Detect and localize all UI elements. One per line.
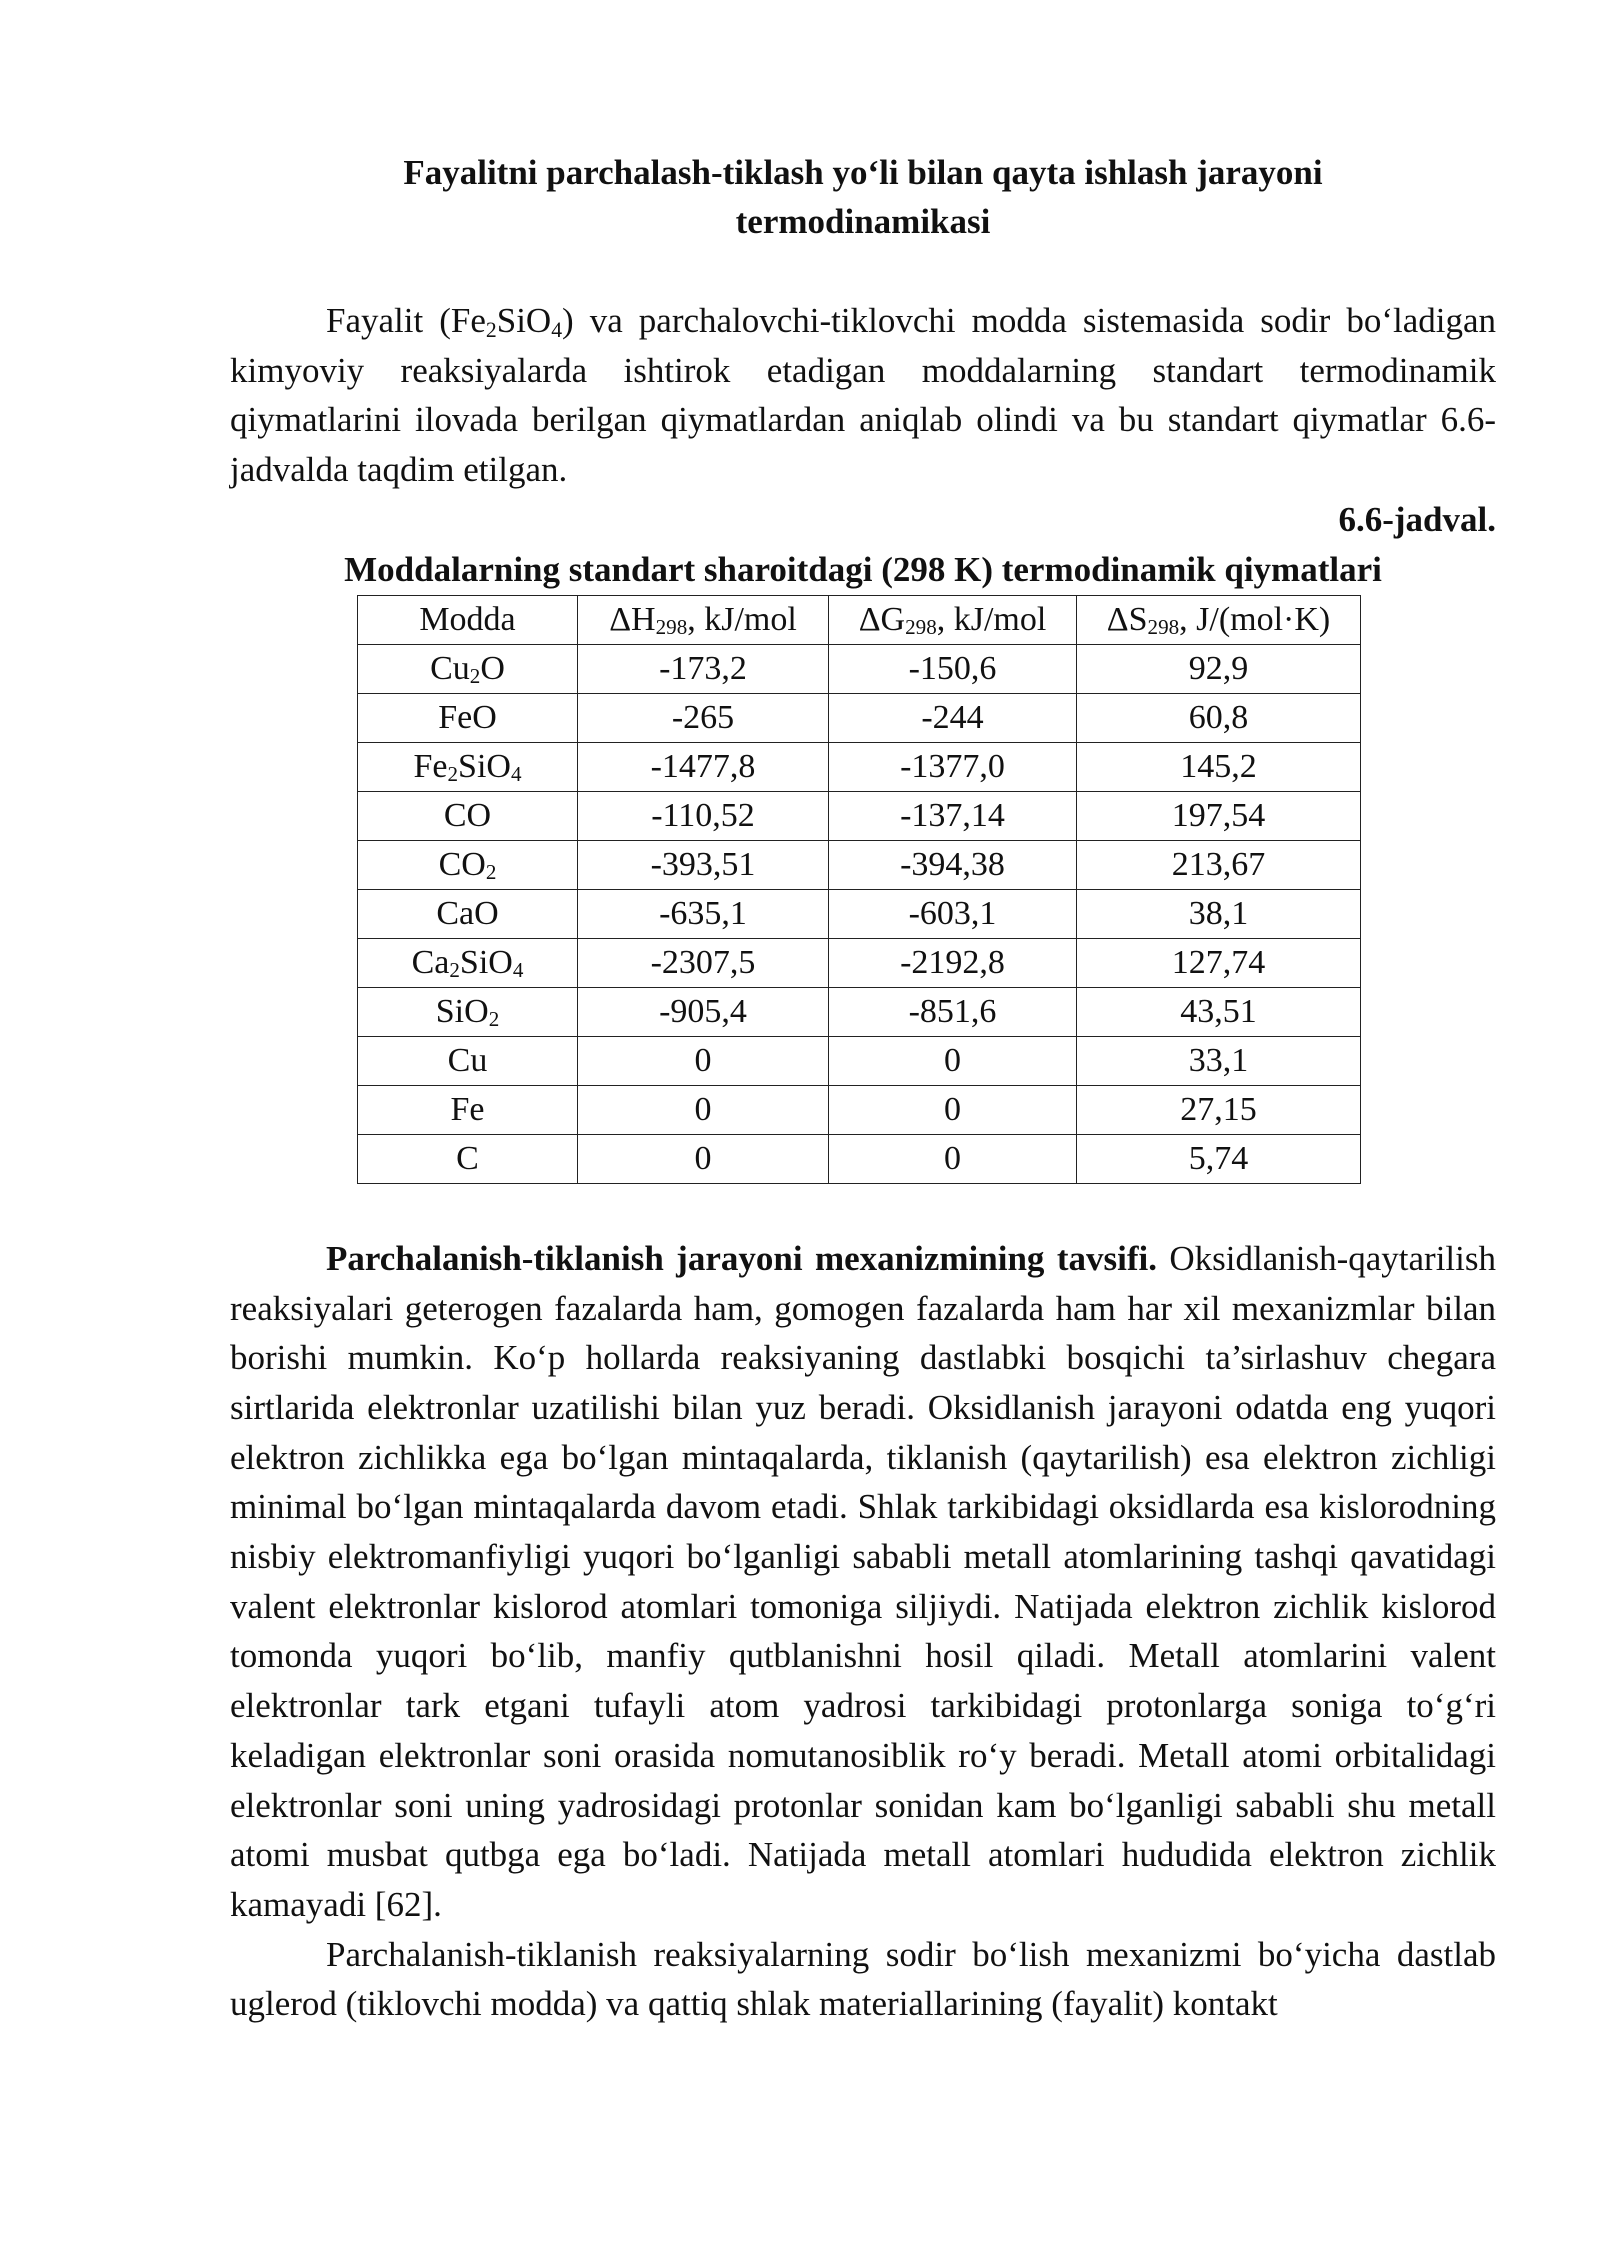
last-paragraph: Parchalanish-tiklanish reaksiyalarning sodir bo‘lish mexanizmi bo‘yicha dastlab uglerod (tiklovchi modda) va qattiq shlak materiallarining (fayalit) kontakt (230, 1934, 1496, 2024)
table-row (358, 791, 1361, 840)
cell-substance: SiO$_2$ (358, 987, 578, 1036)
cell-substance: C (358, 1134, 578, 1183)
table-row (358, 1085, 1361, 1134)
cell-substance: $Fe_2SiO_4$ (358, 742, 578, 791)
table-body (358, 644, 1361, 1183)
table-row (358, 693, 1361, 742)
page-title (230, 148, 1496, 246)
cell-entropy: 60,8 (1077, 693, 1361, 742)
cell-gibbs: -2192,8 (829, 938, 1077, 987)
cell-substance: FeO (358, 693, 578, 742)
cell-substance: Cu (358, 1036, 578, 1085)
cell-substance: CaO (358, 889, 578, 938)
cell-enthalpy: 0 (578, 1085, 829, 1134)
cell-gibbs: -137,14 (829, 791, 1077, 840)
table-row (358, 644, 1361, 693)
cell-enthalpy: -1477,8 (578, 742, 829, 791)
table-header-row (358, 595, 1361, 644)
header-cell-gibbs: $\Delta G_{298}$, kJ/mol (829, 595, 1077, 644)
cell-enthalpy: -635,1 (578, 889, 829, 938)
cell-gibbs: -851,6 (829, 987, 1077, 1036)
cell-enthalpy: -2307,5 (578, 938, 829, 987)
cell-substance: Fe (358, 1085, 578, 1134)
table-row (358, 1036, 1361, 1085)
cell-enthalpy: -265 (578, 693, 829, 742)
table-row (358, 889, 1361, 938)
title-line-2: termodinamikasi (735, 202, 991, 241)
cell-enthalpy: 0 (578, 1036, 829, 1085)
cell-gibbs: 0 (829, 1134, 1077, 1183)
cell-entropy: 5,74 (1077, 1134, 1361, 1183)
cell-enthalpy: -110,52 (578, 791, 829, 840)
cell-entropy: 27,15 (1077, 1085, 1361, 1134)
cell-gibbs: -150,6 (829, 644, 1077, 693)
cell-substance: $Cu_2O$ (358, 644, 578, 693)
cell-substance: CO (358, 791, 578, 840)
cell-gibbs: -244 (829, 693, 1077, 742)
table-number: 6.6-jadval. (1338, 499, 1496, 539)
table-row (358, 840, 1361, 889)
cell-entropy: 38,1 (1077, 889, 1361, 938)
cell-gibbs: 0 (829, 1085, 1077, 1134)
cell-entropy: 127,74 (1077, 938, 1361, 987)
cell-enthalpy: -173,2 (578, 644, 829, 693)
cell-enthalpy: -905,4 (578, 987, 829, 1036)
header-cell-enthalpy: $\Delta H_{298}$, kJ/mol (578, 595, 829, 644)
cell-entropy: 33,1 (1077, 1036, 1361, 1085)
thermo-table (357, 595, 1361, 1184)
section-paragraph (230, 1234, 1496, 1930)
cell-substance: $Ca_2SiO_4$ (358, 938, 578, 987)
cell-gibbs: -394,38 (829, 840, 1077, 889)
table-row (358, 1134, 1361, 1183)
intro-paragraph: Fayalit $(Fe_2SiO_4)$ va parchalovchi-tiklovchi modda sistemasida sodir bo‘ladigan kimyoviy reaksiyalarda ishtirok etadigan moddalarning standart termodinamik qiymatlarini ilovada berilgan qiymatlardan aniqlab olindi va bu standart qiymatlar 6.6-jadvalda taqdim etilgan. (230, 301, 1496, 490)
header-cell-entropy: $\Delta S_{298}$, J/(mol·K) (1077, 595, 1361, 644)
table-row (358, 938, 1361, 987)
cell-entropy: 213,67 (1077, 840, 1361, 889)
cell-entropy: 145,2 (1077, 742, 1361, 791)
cell-enthalpy: -393,51 (578, 840, 829, 889)
document-page (230, 148, 1496, 2029)
title-line-1: Fayalitni parchalash-tiklash yo‘li bilan qayta ishlash jarayoni (403, 153, 1323, 192)
cell-gibbs: 0 (829, 1036, 1077, 1085)
cell-entropy: 43,51 (1077, 987, 1361, 1036)
header-cell-substance: Modda (358, 595, 578, 644)
cell-gibbs: -603,1 (829, 889, 1077, 938)
table-row (358, 742, 1361, 791)
cell-substance: $CO_2$ (358, 840, 578, 889)
cell-entropy: 92,9 (1077, 644, 1361, 693)
section-body: Oksidlanish-qaytarilish reaksiyalari geterogen fazalarda ham, gomogen fazalarda ham har xil mexanizmlar bilan borishi mumkin. Ko‘p hollarda reaksiyaning dastlabki bosqichi ta’sirlashuv chegara sirtlarida elektronlar uzatilishi bilan yuz beradi. Oksidlanish jarayoni odatda eng yuqori elektron zichlikka ega bo‘lgan mintaqalarda, tiklanish (qaytarilish) esa elektron zichligi minimal bo‘lgan mintaqalarda davom etadi. Shlak tarkibidagi oksidlarda esa kislorodning nisbiy elektromanfiyligi yuqori bo‘lganligi sababli metall atomlarining tashqi qavatidagi valent elektronlar kislorod atomlari tomoniga siljiydi. Natijada elektron zichlik kislorod tomonda yuqori bo‘lib, manfiy qutblanishni hosil qiladi. Metall atomlarini valent elektronlar tark etgani tufayli atom yadrosi tarkibidagi protonlarga soniga to‘g‘ri keladigan elektronlar soni orasida nomutanosiblik ro‘y beradi. Metall atomi orbitalidagi elektronlar soni uning yadrosidagi protonlar sonidan kam bo‘lganligi sababli shu metall atomi musbat qutbga ega bo‘ladi. Natijada metall atomlari hududida elektron zichlik kamayadi [62]. (230, 1238, 1496, 1924)
section-heading: Parchalanish-tiklanish jarayoni mexanizmining tavsifi. (326, 1238, 1157, 1278)
table-caption: Moddalarning standart sharoitdagi (298 K) termodinamik qiymatlari (344, 549, 1382, 589)
cell-entropy: 197,54 (1077, 791, 1361, 840)
cell-enthalpy: 0 (578, 1134, 829, 1183)
cell-gibbs: -1377,0 (829, 742, 1077, 791)
table-row (358, 987, 1361, 1036)
